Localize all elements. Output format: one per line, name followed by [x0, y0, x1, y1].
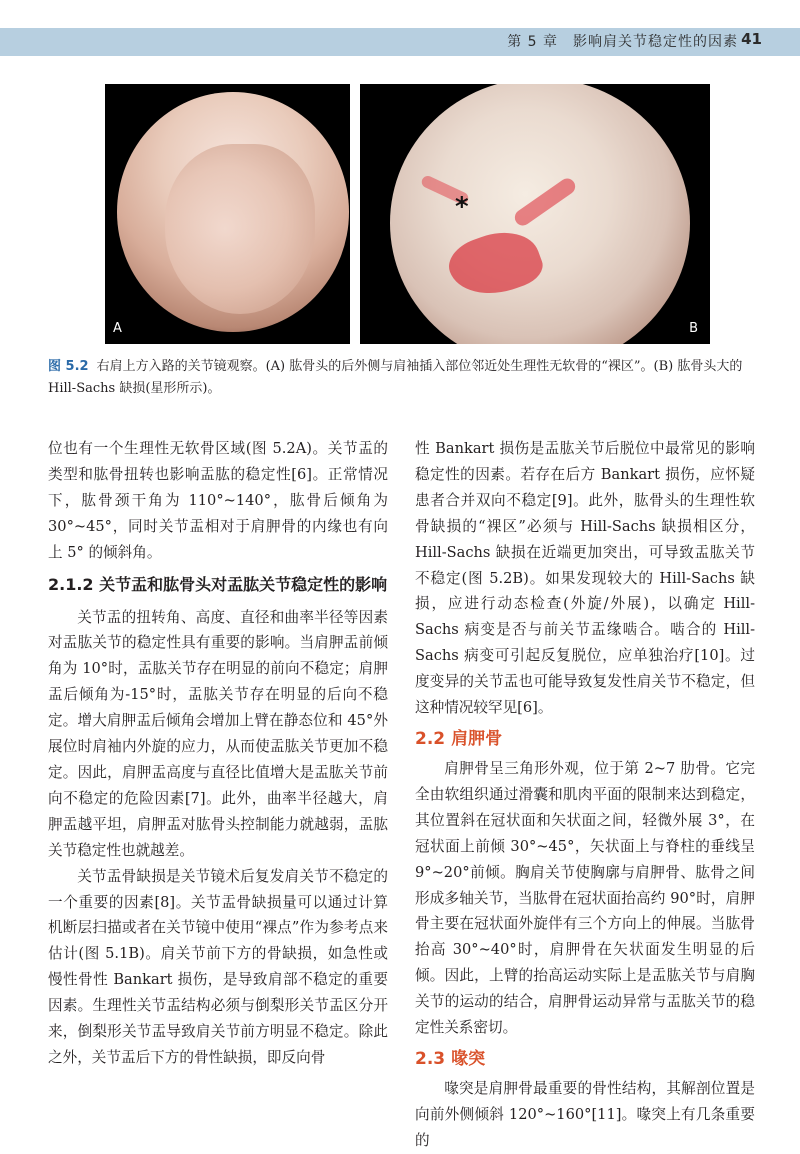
paragraph: 肩胛骨呈三角形外观，位于第 2~7 肋骨。它完全由软组织通过滑囊和肌肉平面的限制来达到稳定，其位置斜在冠状面和矢状面之间，轻微外展 3°，在冠状面上前倾 30°~45°，矢状面上与脊柱的垂线呈 9°~20°前倾。胸肩关节使胸廓与肩胛骨、肱骨之间形成多轴关节，当肱骨在冠状面抬高约 90°时，肩胛骨主要在冠状面外旋伴有三个方向上的伸展。当肱骨抬高 30°~40°时，肩胛骨在矢状面发生明显的后倾。因此，上臂的抬高运动实际上是盂肱关节与肩胸关节的运动的结合，肩胛骨运动异常与盂肱关节的稳定性关系密切。 [415, 759, 755, 1037]
arthroscopy-image-b [360, 84, 710, 344]
hill-sachs-asterisk: * [455, 192, 469, 222]
panel-label-a: A [113, 321, 122, 336]
subsection-heading: 2.1.2 关节盂和肱骨头对盂肱关节稳定性的影响 [48, 574, 388, 594]
page-number: 41 [741, 30, 762, 48]
figure-caption [48, 356, 753, 400]
panel-label-b: B [689, 321, 698, 336]
section-heading-coracoid [415, 1045, 755, 1073]
caption-text: 右肩上方入路的关节镜观察。(A) 肱骨头的后外侧与肩袖插入部位邻近处生理性无软骨的“裸区”。(B) 肱骨头大的 Hill-Sachs 缺损(星形所示)。 [48, 359, 743, 396]
paragraph: 关节盂的扭转角、高度、直径和曲率半径等因素对盂肱关节的稳定性具有重要的影响。当肩胛盂前倾角为 10°时，盂肱关节存在明显的前向不稳定；肩胛盂后倾角为-15°时，盂肱关节存在明显的后向不稳定。增大肩胛盂后倾角会增加上臂在静态位和 45°外展位时肩袖内外旋的应力，从而使盂肱关节更加不稳定。因此，肩胛盂高度与直径比值增大是盂肱关节前向不稳定的危险因素[7]。此外，曲率半径越大，肩胛盂越平坦，肩胛盂对肱骨头控制能力就越弱，盂肱关节稳定性也就越差。 [48, 608, 388, 859]
paragraph: 关节盂骨缺损是关节镜术后复发肩关节不稳定的一个重要的因素[8]。关节盂骨缺损量可以通过计算机断层扫描或者在关节镜中使用“裸点”作为参考点来估计(图 5.1B)。肩关节前下方的骨缺损，如急性或慢性骨性 Bankart 损伤，是导致肩部不稳定的重要因素。生理性关节盂结构必须与倒梨形关节盂区分开来，倒梨形关节盂导致肩关节前方明显不稳定。除此之外，关节盂后下方的骨性缺损，即反向骨 [48, 867, 388, 1066]
running-title: 第 5 章 影响肩关节稳定性的因素 [507, 34, 738, 50]
humeral-head-bare-area [165, 144, 315, 314]
caption-label: 图 5.2 [48, 359, 89, 374]
paragraph: 位也有一个生理性无软骨区域(图 5.2A)。关节盂的类型和肱骨扭转也影响盂肱的稳定性[6]。正常情况下，肱骨颈干角为 110°~140°，肱骨后倾角为 30°~45°，同时关节盂相对于肩胛骨的内缘也有向上 5° 的倾斜角。 [48, 440, 388, 561]
arthroscopy-image-a [105, 84, 350, 344]
paragraph: 性 Bankart 损伤是盂肱关节后脱位中最常见的影响稳定性的因素。若存在后方 Bankart 损伤，应怀疑患者合并双向不稳定[9]。此外，肱骨头的生理性软骨缺损的“裸区”必须与 Hill-Sachs 缺损相区分，Hill-Sachs 缺损在近端更加突出，可导致盂肱关节不稳定(图 5.2B)。如果发现较大的 Hill-Sachs 缺损，应进行动态检查(外旋/外展)，以确定 Hill-Sachs 病变是否与前关节盂缘啮合。啮合的 Hill-Sachs 病变可引起反复脱位，应单独治疗[10]。过度变异的关节盂也可能导致复发性肩关节不稳定，但这种情况较罕见[6]。 [415, 440, 755, 717]
section-number: 2.3 [415, 1048, 446, 1069]
section-heading-scapula [415, 725, 755, 753]
running-header [0, 0, 800, 62]
section-title: 喙突 [451, 1048, 486, 1069]
section-number: 2.2 [415, 728, 446, 749]
right-column [415, 436, 755, 1154]
paragraph: 喙突是肩胛骨最重要的骨性结构，其解剖位置是向前外侧倾斜 120°~160°[11]。喙突上有几条重要的 [415, 1079, 755, 1149]
left-column [48, 436, 388, 1071]
section-title: 肩胛骨 [451, 728, 503, 749]
